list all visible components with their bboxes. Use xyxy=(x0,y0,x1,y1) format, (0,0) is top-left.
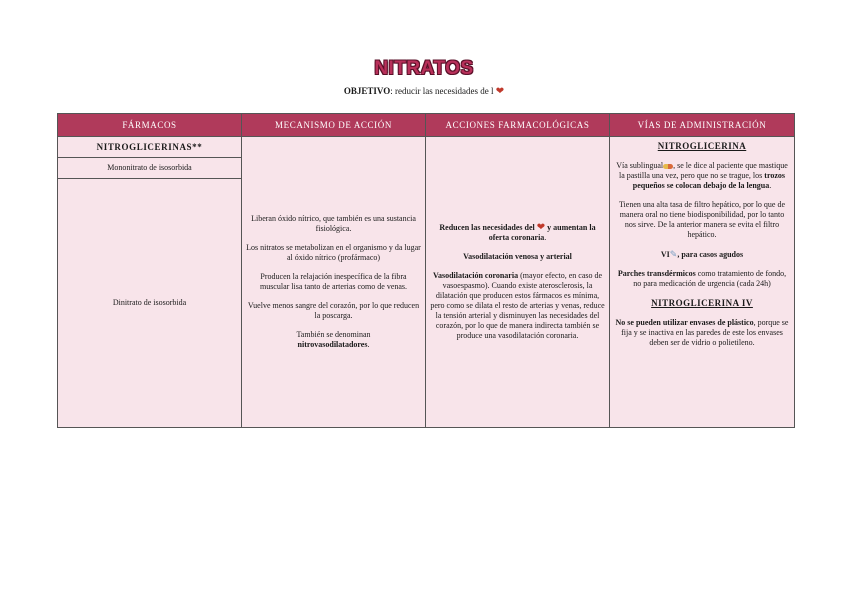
routes-plastic xyxy=(614,318,790,348)
routes-sublingual xyxy=(614,161,790,191)
actions-cell xyxy=(426,137,610,428)
drug-mononitrato: Mononitrato de isosorbida xyxy=(58,158,242,179)
routes-sub-end: . xyxy=(769,181,772,190)
routes-cell xyxy=(610,137,795,428)
objective-text: : reducir las necesidades de l xyxy=(390,86,494,96)
actions-p1-bold-b: y aumentan la oferta coronaria xyxy=(488,223,596,242)
routes-patch-text: como tratamiento de fondo, no para medicación de urgencia (cada 24h) xyxy=(633,269,787,288)
syringe-icon: ✎ xyxy=(669,249,678,259)
actions-p2-bold: Vasodilatación venosa y arterial xyxy=(463,252,572,261)
mechanism-cell xyxy=(242,137,426,428)
heart-icon: ❤ xyxy=(495,86,505,97)
nitrates-table xyxy=(57,113,795,428)
mechanism-text: Los nitratos se metabolizan en el organismo y da lugar al óxido nítrico (profármaco) xyxy=(246,243,421,262)
drug-nitroglicerina: NITROGLICERINAS** xyxy=(58,137,242,158)
routes-heading-1: NITROGLICERINA xyxy=(657,141,747,151)
routes-sub-bold: trozos pequeños se colocan debajo de la lengua xyxy=(632,171,786,190)
header-acciones: ACCIONES FARMACOLÓGICAS xyxy=(426,114,610,137)
routes-heading-2: NITROGLICERINA IV xyxy=(651,298,753,308)
mechanism-last xyxy=(246,330,421,350)
header-mecanismo: MECANISMO DE ACCIÓN xyxy=(242,114,426,137)
routes-iv-a: VI xyxy=(660,250,670,259)
table-header-row xyxy=(58,114,795,137)
actions-p3 xyxy=(430,271,605,341)
mechanism-text: Vuelve menos sangre del corazón, por lo que reducen la poscarga. xyxy=(247,301,420,320)
routes-patch xyxy=(614,269,790,289)
routes-plastic-bold: No se pueden utilizar envases de plástico xyxy=(615,318,754,327)
routes-plastic-text: , porque se fija y se inactiva en las paredes de este los envases deben ser de vidrio o polietileno. xyxy=(621,318,789,347)
mechanism-last-pre: También se denominan xyxy=(296,330,371,339)
actions-p3-text: (mayor efecto, en caso de vasoespasmo). Cuando existe aterosclerosis, la dilatación que producen estos fármacos es mínima, pero como se dilata el resto de arterias y venas, reduce la tensión arterial y disminuyen las necesidades del corazón, por lo que de manera indirecta también se produce una vasodilatación coronaria. xyxy=(430,271,605,340)
routes-iv-b: , para casos agudos xyxy=(677,250,744,259)
routes-patch-bold: Parches transdérmicos xyxy=(617,269,696,278)
mechanism-last-bold: nitrovasodilatadores xyxy=(297,340,368,349)
objective-label: OBJETIVO xyxy=(343,86,391,96)
routes-sub-b: , se le dice al paciente que mastique la pastilla una vez, pero que no se trague, los xyxy=(618,161,788,180)
mechanism-last-post: . xyxy=(367,340,370,349)
objective-line xyxy=(0,86,848,97)
actions-p2 xyxy=(430,252,605,262)
actions-p1 xyxy=(430,223,605,243)
heart-icon: ❤ xyxy=(536,222,546,233)
routes-hepatic: Tienen una alta tasa de filtro hepático, por lo que de manera oral no tiene biodisponibilidad, por lo tanto nos sirve. De la anterior manera se evita el filtro hepático. xyxy=(618,200,786,239)
mechanism-text: Producen la relajación inespecífica de la fibra muscular lisa tanto de arterias como de venas. xyxy=(259,272,408,291)
table-row xyxy=(58,137,795,158)
drug-dinitrato: Dinitrato de isosorbida xyxy=(58,179,242,428)
pill-icon xyxy=(663,164,673,169)
actions-p3-bold: Vasodilatación coronaria xyxy=(432,271,519,280)
page-title: NITRATOS xyxy=(374,58,474,79)
header-farmacos: FÁRMACOS xyxy=(58,114,242,137)
routes-sub-a: Vía sublingual xyxy=(616,161,664,170)
routes-iv xyxy=(614,249,790,260)
actions-p1-end: . xyxy=(544,233,547,242)
mechanism-text: Liberan óxido nítrico, que también es una sustancia fisiológica. xyxy=(251,214,416,233)
actions-p1-bold-a: Reducen las necesidades del xyxy=(439,223,535,232)
header-vias: VÍAS DE ADMINISTRACIÓN xyxy=(610,114,795,137)
